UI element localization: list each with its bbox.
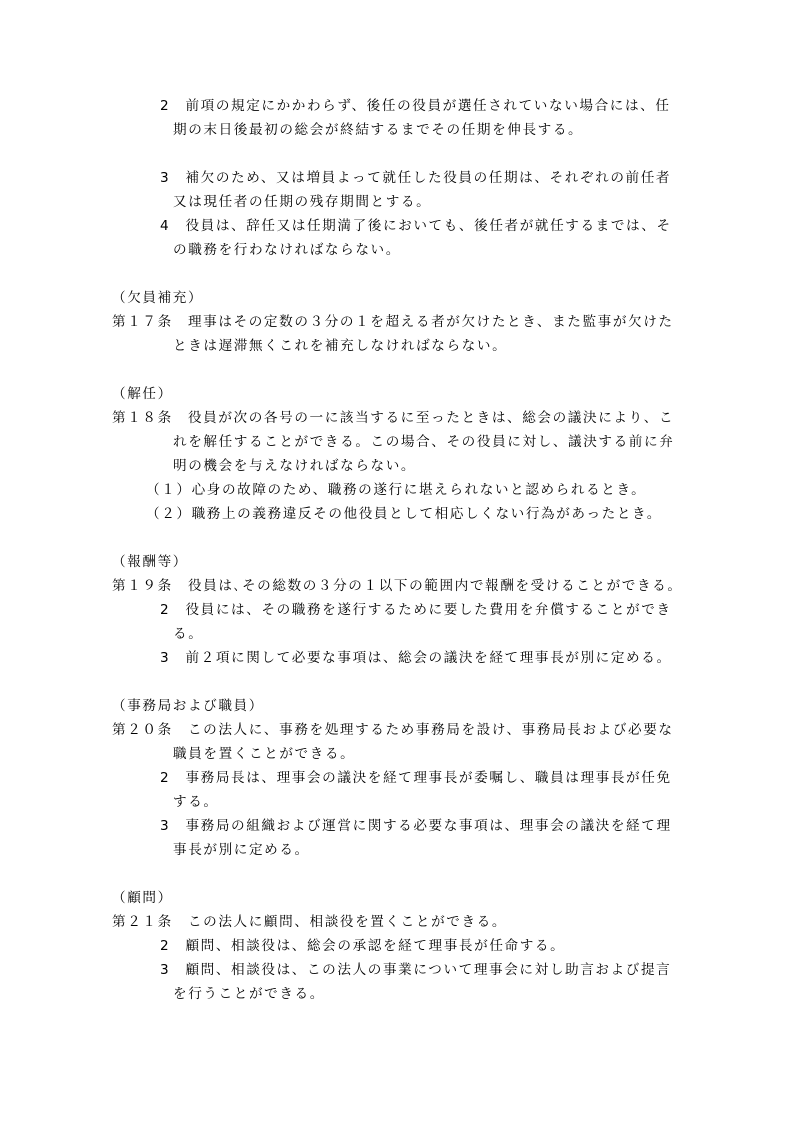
paragraph-2-article-19: 2 役員には、その職務を遂行するために要した費用を弁償することができ bbox=[160, 602, 672, 618]
article-17: 第１７条 理事はその定数の３分の１を超える者が欠けたとき、また監事が欠けた bbox=[112, 314, 674, 330]
article-21: 第２１条 この法人に顧問、相談役を置くことができる。 bbox=[112, 914, 508, 930]
paragraph-3-article-20: 3 事務局の組織および運営に関する必要な事項は、理事会の議決を経て理 bbox=[160, 818, 672, 834]
paragraph-2-article-20-continued: する。 bbox=[173, 794, 219, 810]
section-heading-dismissal: （解任） bbox=[112, 386, 173, 402]
paragraph-3-article-21-continued: を行うことができる。 bbox=[173, 986, 325, 1002]
paragraph-3-article-21: 3 顧問、相談役は、この法人の事業について理事会に対し助言および提言 bbox=[160, 962, 672, 978]
article-20-continued: 職員を置くことができる。 bbox=[173, 746, 356, 762]
paragraph-3-article-20-continued: 事長が別に定める。 bbox=[173, 842, 310, 858]
article-20: 第２０条 この法人に、事務を処理するため事務局を設け、事務局長および必要な bbox=[112, 722, 674, 738]
section-heading-advisors: （顧問） bbox=[112, 890, 173, 906]
paragraph-2-article-16: 2 前項の規定にかかわらず、後任の役員が選任されていない場合には、任 bbox=[160, 98, 671, 114]
paragraph-3-article-16-continued: 又は現任者の任期の残存期間とする。 bbox=[173, 194, 432, 210]
paragraph-3-article-19: 3 前２項に関して必要な事項は、総会の議決を経て理事長が別に定める。 bbox=[160, 650, 672, 666]
paragraph-2-article-21: 2 顧問、相談役は、総会の承認を経て理事長が任命する。 bbox=[160, 938, 566, 954]
article-18-continued-2: 明の機会を与えなければならない。 bbox=[173, 458, 417, 474]
paragraph-2-article-16-continued: 期の末日後最初の総会が終結するまでその任期を伸長する。 bbox=[173, 122, 584, 138]
section-heading-secretariat: （事務局および職員） bbox=[112, 698, 264, 714]
article-17-continued: ときは遅滞無くこれを補充しなければならない。 bbox=[173, 338, 508, 354]
article-18: 第１８条 役員が次の各号の一に該当するに至ったときは、総会の議決により、こ bbox=[112, 410, 675, 426]
article-18-item-2: （２）職務上の義務違反その他役員として相応しくない行為があったとき。 bbox=[146, 506, 662, 522]
paragraph-4-article-16-continued: の職務を行わなければならない。 bbox=[173, 242, 401, 258]
paragraph-2-article-19-continued: る。 bbox=[173, 626, 204, 642]
article-19: 第１９条 役員は､その総数の３分の１以下の範囲内で報酬を受けることができる。 bbox=[112, 578, 683, 594]
paragraph-3-article-16: 3 補欠のため、又は増員よって就任した役員の任期は、それぞれの前任者 bbox=[160, 170, 672, 186]
paragraph-2-article-20: 2 事務局長は、理事会の議決を経て理事長が委嘱し、職員は理事長が任免 bbox=[160, 770, 672, 786]
article-18-item-1: （１）心身の故障のため、職務の遂行に堪えられないと認められるとき。 bbox=[146, 482, 647, 498]
article-18-continued-1: れを解任することができる。この場合、その役員に対し、議決する前に弁 bbox=[173, 434, 675, 450]
section-heading-remuneration: （報酬等） bbox=[112, 554, 188, 570]
section-heading-vacancy: （欠員補充） bbox=[112, 290, 204, 306]
paragraph-4-article-16: 4 役員は、辞任又は任期満了後においても、後任者が就任するまでは、そ bbox=[160, 218, 672, 234]
